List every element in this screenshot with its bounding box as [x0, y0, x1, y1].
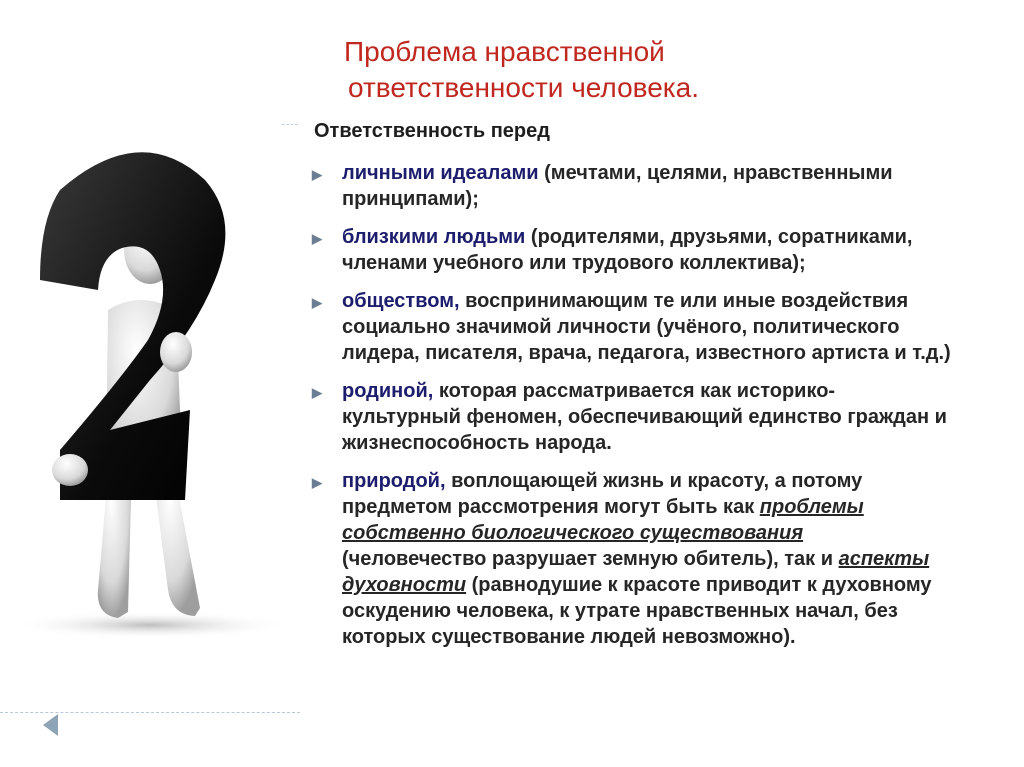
item-keyword: природой,: [342, 470, 446, 492]
list-item: [312, 224, 952, 276]
item-text: которая рассматривается как историко-культурный феномен, обеспечивающий единство граждан и жизнеспособность народа.: [342, 380, 947, 454]
item-text: (родителями, друзьями, соратниками, членами учебного или трудового коллектива);: [342, 226, 913, 274]
title-line-1: Проблема нравственной: [344, 36, 665, 67]
responsibility-list: [312, 160, 952, 662]
list-item: [312, 288, 952, 366]
item-keyword: близкими людьми: [342, 226, 526, 248]
triangle-right-icon: ▶: [312, 295, 322, 310]
item-text: воплощающей жизнь и красоту, а потому предметом рассмотрения могут быть как: [342, 470, 863, 518]
underlined-phrase: аспекты духовности: [342, 548, 930, 596]
item-text: (равнодушие к красоте приводит к духовному оскудению человека, к утрате нравственных начал, без которых существование людей невозможно).: [342, 574, 932, 648]
intro-text: Ответственность перед: [314, 120, 550, 142]
item-text: (человечество разрушает земную обитель), так и: [342, 548, 839, 570]
triangle-right-icon: ▶: [312, 231, 322, 246]
list-item: [312, 378, 952, 456]
item-keyword: личными идеалами: [342, 162, 539, 184]
item-keyword: родиной,: [342, 380, 434, 402]
list-item: [312, 468, 952, 650]
figure-holding-two-illustration: [0, 120, 300, 640]
item-keyword: обществом,: [342, 290, 460, 312]
triangle-right-icon: ▶: [312, 475, 322, 490]
list-item: [312, 160, 952, 212]
title-line-2: ответственности человека.: [348, 72, 699, 103]
triangle-right-icon: ▶: [312, 385, 322, 400]
triangle-right-icon: ▶: [312, 167, 322, 182]
decorative-dash: [282, 124, 298, 129]
underlined-phrase: проблемы собственно биологического существования: [342, 496, 864, 544]
item-text: воспринимающим те или иные воздействия социально значимой личности (учёного, политического лидера, писателя, врача, педагога, известного артиста и т.д.): [342, 290, 951, 364]
triangle-left-icon[interactable]: [40, 712, 62, 738]
slide-title: [344, 34, 904, 106]
item-text: (мечтами, целями, нравственными принципами);: [342, 162, 893, 210]
